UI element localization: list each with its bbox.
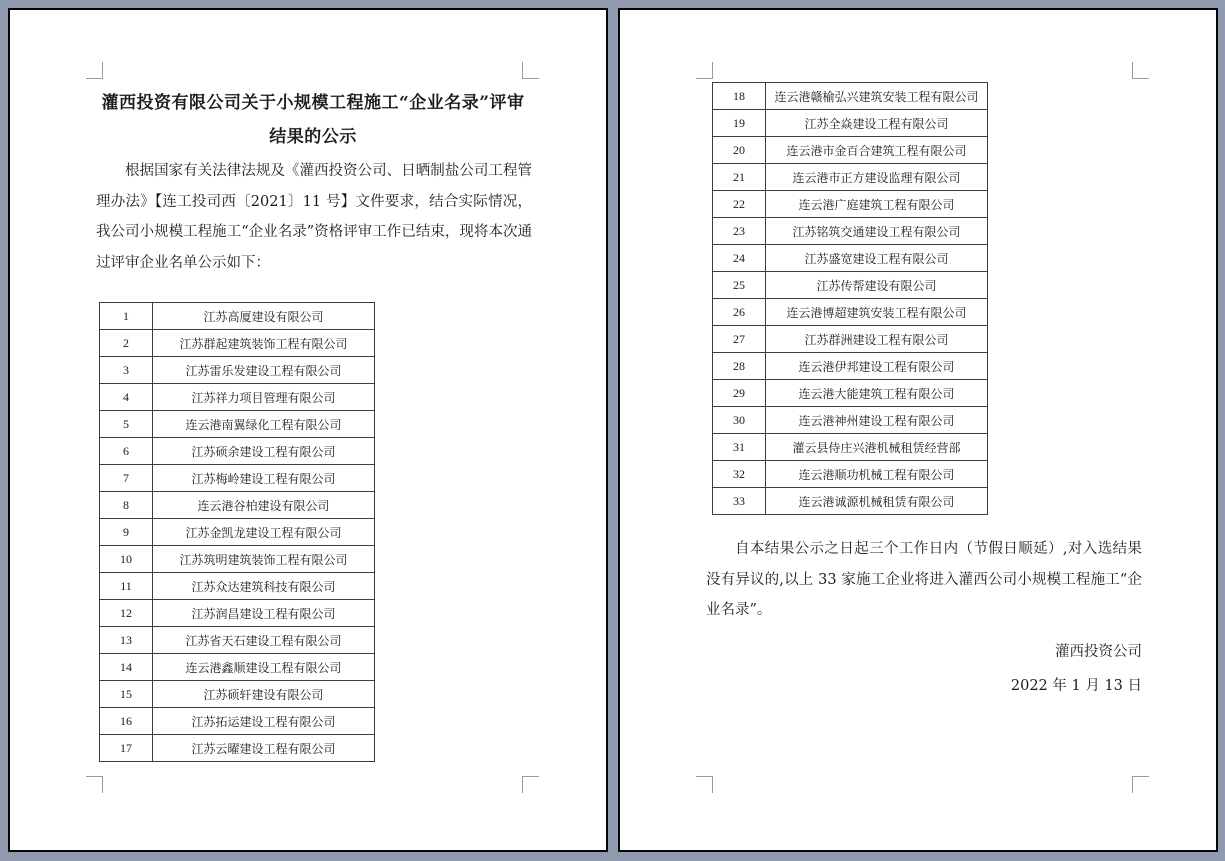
company-name-cell: 连云港大能建筑工程有限公司 [766, 380, 988, 407]
crop-mark-top-left-icon [696, 62, 713, 79]
table-row [100, 303, 375, 330]
table-row [713, 218, 988, 245]
table-row [100, 492, 375, 519]
table-row [713, 137, 988, 164]
crop-mark-bottom-right-icon [1132, 776, 1149, 793]
company-name-cell: 江苏群起建筑装饰工程有限公司 [153, 330, 375, 357]
company-name-cell: 连云港诚源机械租赁有限公司 [766, 488, 988, 515]
row-number-cell: 28 [713, 353, 766, 380]
date-line: 2022 年 1 月 13 日 [1010, 678, 1142, 694]
page-1[interactable] [8, 8, 608, 852]
company-name-cell: 江苏传帮建设有限公司 [766, 272, 988, 299]
row-number-cell: 13 [100, 627, 153, 654]
table-row [713, 461, 988, 488]
table-row [713, 407, 988, 434]
table-row [713, 272, 988, 299]
row-number-cell: 3 [100, 357, 153, 384]
row-number-cell: 25 [713, 272, 766, 299]
company-name-cell: 灌云县侍庄兴港机械租赁经营部 [766, 434, 988, 461]
row-number-cell: 1 [100, 303, 153, 330]
row-number-cell: 31 [713, 434, 766, 461]
row-number-cell: 4 [100, 384, 153, 411]
row-number-cell: 5 [100, 411, 153, 438]
company-name-cell: 江苏金凯龙建设工程有限公司 [153, 519, 375, 546]
row-number-cell: 22 [713, 191, 766, 218]
row-number-cell: 16 [100, 708, 153, 735]
row-number-cell: 23 [713, 218, 766, 245]
company-name-cell: 连云港广庭建筑工程有限公司 [766, 191, 988, 218]
companies-table-body-1 [100, 303, 375, 762]
row-number-cell: 10 [100, 546, 153, 573]
intro-paragraph: 根据国家有关法律法规及《灌西投资公司、日晒制盐公司工程管理办法》【连工投司西〔2021〕11 号】文件要求，结合实际情况，我公司小规模工程施工“企业名录”资格评审工作已结束，现将本次通过评审企业名单公示如下： [96, 163, 532, 271]
table-row [713, 380, 988, 407]
table-row [713, 110, 988, 137]
table-row [713, 299, 988, 326]
row-number-cell: 18 [713, 83, 766, 110]
table-row [100, 465, 375, 492]
row-number-cell: 7 [100, 465, 153, 492]
company-name-cell: 连云港鑫顺建设工程有限公司 [153, 654, 375, 681]
document-title: 灌西投资有限公司关于小规模工程施工“企业名录”评审结果的公示 [101, 93, 525, 147]
row-number-cell: 9 [100, 519, 153, 546]
row-number-cell: 17 [100, 735, 153, 762]
company-name-cell: 江苏高厦建设有限公司 [153, 303, 375, 330]
company-name-cell: 连云港市金百合建筑工程有限公司 [766, 137, 988, 164]
company-name-cell: 江苏全焱建设工程有限公司 [766, 110, 988, 137]
company-name-cell: 江苏铭筑交通建设工程有限公司 [766, 218, 988, 245]
company-name-cell: 江苏盛宽建设工程有限公司 [766, 245, 988, 272]
table-row [100, 546, 375, 573]
table-row [100, 330, 375, 357]
company-name-cell: 江苏众达建筑科技有限公司 [153, 573, 375, 600]
company-name-cell: 连云港南翼绿化工程有限公司 [153, 411, 375, 438]
signature: 灌西投资公司 [1055, 644, 1142, 660]
table-row [713, 353, 988, 380]
row-number-cell: 20 [713, 137, 766, 164]
company-name-cell: 连云港伊邦建设工程有限公司 [766, 353, 988, 380]
table-row [713, 164, 988, 191]
row-number-cell: 26 [713, 299, 766, 326]
company-name-cell: 江苏拓运建设工程有限公司 [153, 708, 375, 735]
companies-table-body-2 [713, 83, 988, 515]
table-row [100, 654, 375, 681]
table-row [713, 83, 988, 110]
row-number-cell: 2 [100, 330, 153, 357]
table-row [100, 735, 375, 762]
crop-mark-bottom-right-icon [522, 776, 539, 793]
row-number-cell: 15 [100, 681, 153, 708]
company-name-cell: 连云港市正方建设监理有限公司 [766, 164, 988, 191]
company-name-cell: 江苏硕轩建设有限公司 [153, 681, 375, 708]
company-name-cell: 连云港赣榆弘兴建筑安装工程有限公司 [766, 83, 988, 110]
table-row [100, 627, 375, 654]
row-number-cell: 30 [713, 407, 766, 434]
table-row [100, 573, 375, 600]
page-2[interactable] [618, 8, 1218, 852]
table-row [713, 488, 988, 515]
table-row [100, 357, 375, 384]
crop-mark-top-right-icon [522, 62, 539, 79]
company-name-cell: 江苏祥力项目管理有限公司 [153, 384, 375, 411]
company-name-cell: 江苏群洲建设工程有限公司 [766, 326, 988, 353]
table-row [100, 519, 375, 546]
table-row [100, 384, 375, 411]
table-row [100, 600, 375, 627]
company-name-cell: 江苏润昌建设工程有限公司 [153, 600, 375, 627]
company-name-cell: 江苏雷乐发建设工程有限公司 [153, 357, 375, 384]
row-number-cell: 32 [713, 461, 766, 488]
table-row [713, 191, 988, 218]
companies-table-page1 [99, 302, 375, 762]
row-number-cell: 8 [100, 492, 153, 519]
table-row [100, 411, 375, 438]
crop-mark-bottom-left-icon [696, 776, 713, 793]
table-row [713, 245, 988, 272]
row-number-cell: 24 [713, 245, 766, 272]
row-number-cell: 29 [713, 380, 766, 407]
row-number-cell: 12 [100, 600, 153, 627]
row-number-cell: 27 [713, 326, 766, 353]
table-row [713, 326, 988, 353]
company-name-cell: 连云港谷柏建设有限公司 [153, 492, 375, 519]
table-row [100, 681, 375, 708]
crop-mark-top-left-icon [86, 62, 103, 79]
row-number-cell: 11 [100, 573, 153, 600]
closing-paragraph: 自本结果公示之日起三个工作日内（节假日顺延）,对入选结果没有异议的,以上 33 家施工企业将进入灌西公司小规模工程施工“企业名录”。 [706, 541, 1142, 618]
company-name-cell: 连云港博超建筑安装工程有限公司 [766, 299, 988, 326]
company-name-cell: 江苏梅岭建设工程有限公司 [153, 465, 375, 492]
crop-mark-top-right-icon [1132, 62, 1149, 79]
table-row [100, 438, 375, 465]
companies-table-page2 [712, 82, 988, 515]
company-name-cell: 连云港神州建设工程有限公司 [766, 407, 988, 434]
company-name-cell: 江苏筑明建筑装饰工程有限公司 [153, 546, 375, 573]
company-name-cell: 江苏省天石建设工程有限公司 [153, 627, 375, 654]
row-number-cell: 6 [100, 438, 153, 465]
company-name-cell: 江苏硕余建设工程有限公司 [153, 438, 375, 465]
company-name-cell: 连云港顺功机械工程有限公司 [766, 461, 988, 488]
row-number-cell: 21 [713, 164, 766, 191]
table-row [100, 708, 375, 735]
crop-mark-bottom-left-icon [86, 776, 103, 793]
company-name-cell: 江苏云曜建设工程有限公司 [153, 735, 375, 762]
row-number-cell: 14 [100, 654, 153, 681]
row-number-cell: 19 [713, 110, 766, 137]
table-row [713, 434, 988, 461]
row-number-cell: 33 [713, 488, 766, 515]
